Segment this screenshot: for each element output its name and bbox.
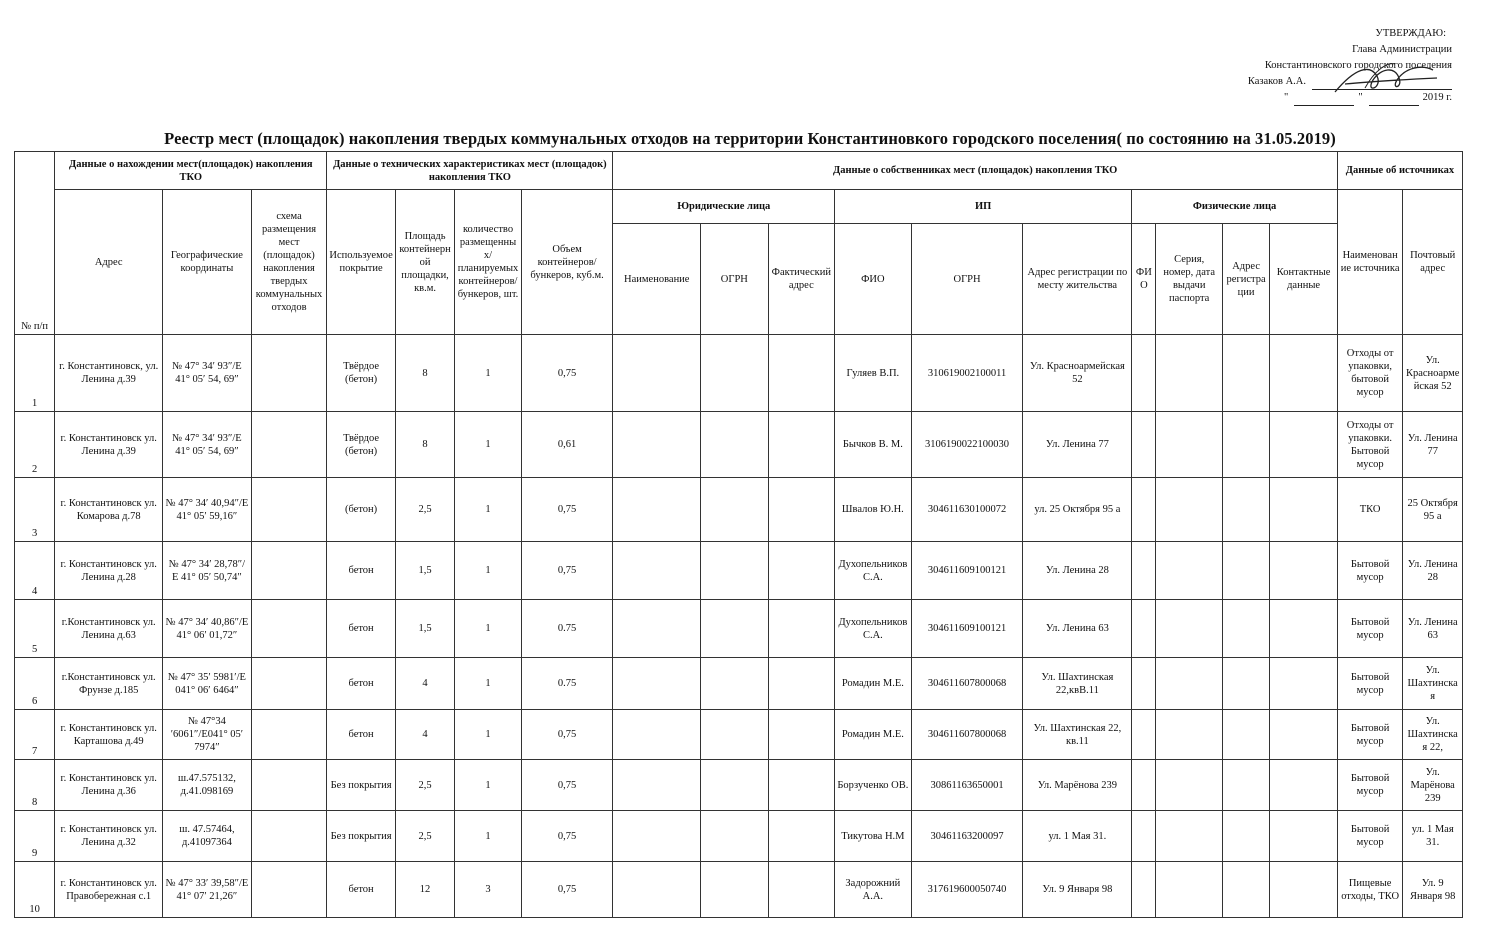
cell-address: г. Константиновск ул. Ленина д.36 bbox=[55, 760, 163, 811]
table-row bbox=[15, 658, 1463, 710]
cell-legal-addr bbox=[768, 542, 834, 600]
table-row bbox=[15, 811, 1463, 862]
cell-phys-fio bbox=[1132, 412, 1156, 478]
cell-volume: 0,75 bbox=[521, 811, 613, 862]
signature-icon bbox=[1325, 58, 1445, 100]
cell-address: г. Константиновск ул. Комарова д.78 bbox=[55, 478, 163, 542]
cell-area: 4 bbox=[395, 658, 454, 710]
cell-phys-contacts bbox=[1270, 335, 1338, 412]
group-location-header: Данные о нахождении мест(площадок) накопления ТКО bbox=[55, 152, 327, 190]
cell-legal-ogrn bbox=[701, 710, 769, 760]
cell-src-addr: Ул. Шахтинская bbox=[1403, 658, 1463, 710]
cell-count: 1 bbox=[455, 600, 521, 658]
cell-legal-ogrn bbox=[701, 600, 769, 658]
cell-src-name: Бытовой мусор bbox=[1337, 811, 1402, 862]
cell-legal-addr bbox=[768, 710, 834, 760]
cell-address: г.Константиновск ул. Фрунзе д.185 bbox=[55, 658, 163, 710]
cell-legal-ogrn bbox=[701, 811, 769, 862]
cell-address: г. Константиновск ул. Ленина д.28 bbox=[55, 542, 163, 600]
cell-geo: ш. 47.57464, д.41097364 bbox=[163, 811, 252, 862]
col-phys-fio-header: ФИО bbox=[1132, 224, 1156, 335]
cell-ip-addr: Ул. Красноармейская 52 bbox=[1023, 335, 1132, 412]
col-area-header: Площадь контейнерной площадки, кв.м. bbox=[395, 190, 454, 335]
cell-phys-passport bbox=[1156, 760, 1222, 811]
cell-cover: бетон bbox=[327, 600, 396, 658]
cell-phys-contacts bbox=[1270, 542, 1338, 600]
col-ip-fio-header: ФИО bbox=[835, 224, 912, 335]
cell-count: 1 bbox=[455, 760, 521, 811]
cell-geo: № 47° 33′ 39,58″/E 41° 07′ 21,26″ bbox=[163, 862, 252, 918]
cell-phys-reg bbox=[1222, 760, 1269, 811]
cell-legal-addr bbox=[768, 811, 834, 862]
cell-cover: бетон bbox=[327, 862, 396, 918]
cell-legal-ogrn bbox=[701, 542, 769, 600]
cell-phys-fio bbox=[1132, 335, 1156, 412]
cell-address: г. Константиновск ул. Карташова д.49 bbox=[55, 710, 163, 760]
cell-scheme bbox=[251, 335, 327, 412]
cell-src-addr: Ул. 9 Января 98 bbox=[1403, 862, 1463, 918]
cell-phys-fio bbox=[1132, 710, 1156, 760]
group-owners-header: Данные о собственниках мест (площадок) накопления ТКО bbox=[613, 152, 1337, 190]
cell-geo: № 47° 34′ 93″/E 41° 05′ 54, 69″ bbox=[163, 412, 252, 478]
col-src-name-header: Наименование источника bbox=[1337, 190, 1402, 335]
cell-phys-contacts bbox=[1270, 811, 1338, 862]
cell-phys-contacts bbox=[1270, 412, 1338, 478]
cell-ip-fio: Бычков В. М. bbox=[835, 412, 912, 478]
col-phys-contacts-header: Контактные данные bbox=[1270, 224, 1338, 335]
cell-scheme bbox=[251, 478, 327, 542]
approval-signer-name: Казаков А.А. bbox=[1247, 76, 1306, 87]
cell-ip-fio: Ромадин М.Е. bbox=[835, 710, 912, 760]
cell-scheme bbox=[251, 600, 327, 658]
cell-num: 1 bbox=[15, 335, 55, 412]
cell-ip-ogrn: 3106190022100030 bbox=[911, 412, 1023, 478]
col-legal-ogrn-header: ОГРН bbox=[701, 224, 769, 335]
cell-geo: № 47° 34′ 40,94″/E 41° 05′ 59,16″ bbox=[163, 478, 252, 542]
cell-ip-ogrn: 304611609100121 bbox=[911, 600, 1023, 658]
cell-area: 2,5 bbox=[395, 478, 454, 542]
cell-ip-addr: Ул. Ленина 28 bbox=[1023, 542, 1132, 600]
cell-ip-fio: Тикутова Н.М bbox=[835, 811, 912, 862]
cell-num: 6 bbox=[15, 658, 55, 710]
cell-num: 7 bbox=[15, 710, 55, 760]
cell-count: 1 bbox=[455, 478, 521, 542]
cell-num: 2 bbox=[15, 412, 55, 478]
cell-cover: (бетон) bbox=[327, 478, 396, 542]
cell-cover: Твёрдое (бетон) bbox=[327, 412, 396, 478]
cell-volume: 0,75 bbox=[521, 335, 613, 412]
cell-src-addr: Ул. Ленина 28 bbox=[1403, 542, 1463, 600]
col-geo-header: Географические координаты bbox=[163, 190, 252, 335]
cell-ip-fio: Духопельников С.А. bbox=[835, 542, 912, 600]
cell-phys-reg bbox=[1222, 600, 1269, 658]
cell-area: 2,5 bbox=[395, 760, 454, 811]
cell-area: 12 bbox=[395, 862, 454, 918]
registry-body bbox=[15, 335, 1463, 918]
cell-count: 1 bbox=[455, 658, 521, 710]
cell-ip-addr: Ул. Шахтинская 22,квВ.11 bbox=[1023, 658, 1132, 710]
cell-cover: Твёрдое (бетон) bbox=[327, 335, 396, 412]
col-address-header: Адрес bbox=[55, 190, 163, 335]
cell-scheme bbox=[251, 542, 327, 600]
cell-phys-passport bbox=[1156, 710, 1222, 760]
cell-legal-name bbox=[613, 600, 701, 658]
cell-geo: № 47° 34′ 28,78″/ E 41° 05′ 50,74″ bbox=[163, 542, 252, 600]
cell-ip-addr: Ул. Ленина 77 bbox=[1023, 412, 1132, 478]
table-row bbox=[15, 542, 1463, 600]
cell-src-addr: ул. 1 Мая 31. bbox=[1403, 811, 1463, 862]
cell-count: 1 bbox=[455, 710, 521, 760]
cell-area: 1,5 bbox=[395, 600, 454, 658]
cell-scheme bbox=[251, 710, 327, 760]
col-src-addr-header: Почтовый адрес bbox=[1403, 190, 1463, 335]
cell-ip-ogrn: 304611607800068 bbox=[911, 658, 1023, 710]
cell-phys-contacts bbox=[1270, 862, 1338, 918]
cell-ip-addr: Ул. Марёнова 239 bbox=[1023, 760, 1132, 811]
col-legal-name-header: Наименование bbox=[613, 224, 701, 335]
cell-phys-fio bbox=[1132, 478, 1156, 542]
cell-legal-name bbox=[613, 658, 701, 710]
cell-phys-fio bbox=[1132, 760, 1156, 811]
table-row bbox=[15, 335, 1463, 412]
cell-src-name: Отходы от упаковки. Бытовой мусор bbox=[1337, 412, 1402, 478]
cell-phys-reg bbox=[1222, 862, 1269, 918]
cell-legal-name bbox=[613, 542, 701, 600]
cell-count: 3 bbox=[455, 862, 521, 918]
cell-phys-passport bbox=[1156, 335, 1222, 412]
cell-legal-addr bbox=[768, 658, 834, 710]
registry-table bbox=[14, 151, 1463, 918]
cell-src-name: Отходы от упаковки, бытовой мусор bbox=[1337, 335, 1402, 412]
date-quote-close: " bbox=[1358, 92, 1363, 103]
cell-legal-addr bbox=[768, 412, 834, 478]
col-volume-header: Объем контейнеров/бункеров, куб.м. bbox=[521, 190, 613, 335]
cell-src-name: Бытовой мусор bbox=[1337, 542, 1402, 600]
cell-count: 1 bbox=[455, 811, 521, 862]
cell-legal-name bbox=[613, 760, 701, 811]
cell-ip-ogrn: 30861163650001 bbox=[911, 760, 1023, 811]
col-ip-ogrn-header: ОГРН bbox=[911, 224, 1023, 335]
cell-count: 1 bbox=[455, 542, 521, 600]
col-scheme-header: схема размещения мест (площадок) накопления твердых коммунальных отходов bbox=[251, 190, 327, 335]
cell-ip-ogrn: 304611607800068 bbox=[911, 710, 1023, 760]
cell-phys-contacts bbox=[1270, 760, 1338, 811]
col-phys-passport-header: Серия, номер, дата выдачи паспорта bbox=[1156, 224, 1222, 335]
table-row bbox=[15, 760, 1463, 811]
sub-phys-header: Физические лица bbox=[1132, 190, 1338, 224]
cell-phys-reg bbox=[1222, 542, 1269, 600]
cell-area: 2,5 bbox=[395, 811, 454, 862]
cell-src-name: ТКО bbox=[1337, 478, 1402, 542]
cell-phys-reg bbox=[1222, 478, 1269, 542]
cell-area: 8 bbox=[395, 335, 454, 412]
col-count-header: количество размещенных/планируемых контейнеров/бункеров, шт. bbox=[455, 190, 521, 335]
cell-num: 9 bbox=[15, 811, 55, 862]
cell-cover: Без покрытия bbox=[327, 760, 396, 811]
cell-legal-ogrn bbox=[701, 760, 769, 811]
cell-geo: № 47° 34′ 93″/E 41° 05′ 54, 69″ bbox=[163, 335, 252, 412]
cell-area: 1,5 bbox=[395, 542, 454, 600]
cell-ip-fio: Борзученко ОВ. bbox=[835, 760, 912, 811]
cell-ip-addr: ул. 25 Октября 95 а bbox=[1023, 478, 1132, 542]
cell-ip-fio: Ромадин М.Е. bbox=[835, 658, 912, 710]
cell-legal-ogrn bbox=[701, 478, 769, 542]
cell-address: г. Константиновск ул. Ленина д.32 bbox=[55, 811, 163, 862]
cell-legal-name bbox=[613, 862, 701, 918]
cell-num: 3 bbox=[15, 478, 55, 542]
table-row bbox=[15, 710, 1463, 760]
cell-phys-fio bbox=[1132, 600, 1156, 658]
table-row bbox=[15, 478, 1463, 542]
cell-ip-fio: Задорожний А.А. bbox=[835, 862, 912, 918]
cell-src-addr: Ул. Ленина 63 bbox=[1403, 600, 1463, 658]
cell-src-addr: 25 Октября 95 а bbox=[1403, 478, 1463, 542]
cell-src-name: Бытовой мусор bbox=[1337, 658, 1402, 710]
cell-volume: 0,75 bbox=[521, 478, 613, 542]
date-year: 2019 г. bbox=[1422, 92, 1452, 103]
cell-phys-passport bbox=[1156, 811, 1222, 862]
cell-phys-reg bbox=[1222, 335, 1269, 412]
cell-volume: 0,75 bbox=[521, 760, 613, 811]
cell-src-addr: Ул. Красноармейская 52 bbox=[1403, 335, 1463, 412]
cell-phys-passport bbox=[1156, 542, 1222, 600]
cell-num: 5 bbox=[15, 600, 55, 658]
cell-phys-passport bbox=[1156, 600, 1222, 658]
cell-src-name: Бытовой мусор bbox=[1337, 760, 1402, 811]
cell-address: г. Константиновск ул. Ленина д.39 bbox=[55, 412, 163, 478]
date-quote-open: " bbox=[1284, 92, 1289, 103]
col-phys-reg-header: Адрес регистрации bbox=[1222, 224, 1269, 335]
col-cover-header: Используемое покрытие bbox=[327, 190, 396, 335]
cell-src-name: Бытовой мусор bbox=[1337, 600, 1402, 658]
cell-volume: 0,75 bbox=[521, 862, 613, 918]
cell-src-addr: Ул. Марёнова 239 bbox=[1403, 760, 1463, 811]
cell-geo: № 47° 35′ 5981′/E 041° 06′ 6464″ bbox=[163, 658, 252, 710]
cell-scheme bbox=[251, 658, 327, 710]
cell-scheme bbox=[251, 760, 327, 811]
col-ip-addr-header: Адрес регистрации по месту жительства bbox=[1023, 224, 1132, 335]
cell-volume: 0,75 bbox=[521, 710, 613, 760]
cell-geo: № 47°34 ′6061″/E041° 05′ 7974″ bbox=[163, 710, 252, 760]
cell-phys-passport bbox=[1156, 478, 1222, 542]
cell-phys-fio bbox=[1132, 542, 1156, 600]
cell-phys-fio bbox=[1132, 862, 1156, 918]
cell-legal-addr bbox=[768, 600, 834, 658]
cell-src-name: Бытовой мусор bbox=[1337, 710, 1402, 760]
table-row bbox=[15, 862, 1463, 918]
cell-phys-reg bbox=[1222, 412, 1269, 478]
cell-ip-addr: ул. 1 Мая 31. bbox=[1023, 811, 1132, 862]
cell-phys-contacts bbox=[1270, 600, 1338, 658]
cell-ip-addr: Ул. Шахтинская 22, кв.11 bbox=[1023, 710, 1132, 760]
cell-area: 4 bbox=[395, 710, 454, 760]
cell-legal-name bbox=[613, 412, 701, 478]
cell-geo: ш.47.575132, д.41.098169 bbox=[163, 760, 252, 811]
group-tech-header: Данные о технических характеристиках мест (площадок) накопления ТКО bbox=[327, 152, 613, 190]
cell-legal-addr bbox=[768, 760, 834, 811]
cell-src-addr: Ул. Ленина 77 bbox=[1403, 412, 1463, 478]
cell-legal-name bbox=[613, 811, 701, 862]
cell-legal-addr bbox=[768, 478, 834, 542]
cell-legal-addr bbox=[768, 862, 834, 918]
cell-address: г. Константиновск ул. Правобережная с.1 bbox=[55, 862, 163, 918]
cell-legal-name bbox=[613, 335, 701, 412]
cell-volume: 0.75 bbox=[521, 658, 613, 710]
cell-phys-passport bbox=[1156, 658, 1222, 710]
cell-phys-passport bbox=[1156, 412, 1222, 478]
cell-volume: 0,61 bbox=[521, 412, 613, 478]
cell-volume: 0.75 bbox=[521, 600, 613, 658]
col-legal-addr-header: Фактический адрес bbox=[768, 224, 834, 335]
cell-phys-contacts bbox=[1270, 710, 1338, 760]
cell-scheme bbox=[251, 412, 327, 478]
cell-legal-ogrn bbox=[701, 658, 769, 710]
cell-ip-ogrn: 310619002100011 bbox=[911, 335, 1023, 412]
cell-cover: бетон bbox=[327, 658, 396, 710]
cell-scheme bbox=[251, 811, 327, 862]
cell-legal-name bbox=[613, 478, 701, 542]
cell-num: 8 bbox=[15, 760, 55, 811]
cell-ip-addr: Ул. 9 Января 98 bbox=[1023, 862, 1132, 918]
table-row bbox=[15, 600, 1463, 658]
cell-legal-ogrn bbox=[701, 862, 769, 918]
cell-ip-fio: Швалов Ю.Н. bbox=[835, 478, 912, 542]
sub-legal-header: Юридические лица bbox=[613, 190, 835, 224]
page-title: Реестр мест (площадок) накопления твердых коммунальных отходов на территории Константиновкого городского поселения( по состоянию на 31.05.2019) bbox=[164, 129, 1336, 148]
cell-num: 10 bbox=[15, 862, 55, 918]
cell-phys-fio bbox=[1132, 811, 1156, 862]
cell-phys-reg bbox=[1222, 811, 1269, 862]
cell-phys-contacts bbox=[1270, 478, 1338, 542]
sub-ip-header: ИП bbox=[835, 190, 1132, 224]
group-sources-header: Данные об источниках bbox=[1337, 152, 1462, 190]
cell-phys-contacts bbox=[1270, 658, 1338, 710]
cell-ip-addr: Ул. Ленина 63 bbox=[1023, 600, 1132, 658]
cell-geo: № 47° 34′ 40,86″/E 41° 06′ 01,72″ bbox=[163, 600, 252, 658]
cell-legal-addr bbox=[768, 335, 834, 412]
cell-cover: бетон bbox=[327, 710, 396, 760]
cell-ip-ogrn: 30461163200097 bbox=[911, 811, 1023, 862]
cell-phys-fio bbox=[1132, 658, 1156, 710]
cell-phys-reg bbox=[1222, 710, 1269, 760]
cell-ip-ogrn: 304611630100072 bbox=[911, 478, 1023, 542]
approval-heading: УТВЕРЖДАЮ: bbox=[1375, 28, 1446, 39]
cell-ip-fio: Гуляев В.П. bbox=[835, 335, 912, 412]
cell-ip-ogrn: 304611609100121 bbox=[911, 542, 1023, 600]
cell-legal-ogrn bbox=[701, 335, 769, 412]
approval-position: Глава Администрации bbox=[1352, 44, 1452, 55]
cell-count: 1 bbox=[455, 412, 521, 478]
cell-legal-ogrn bbox=[701, 412, 769, 478]
cell-src-name: Пищевые отходы, ТКО bbox=[1337, 862, 1402, 918]
cell-area: 8 bbox=[395, 412, 454, 478]
cell-num: 4 bbox=[15, 542, 55, 600]
cell-cover: Без покрытия bbox=[327, 811, 396, 862]
cell-volume: 0,75 bbox=[521, 542, 613, 600]
cell-phys-passport bbox=[1156, 862, 1222, 918]
cell-scheme bbox=[251, 862, 327, 918]
table-row bbox=[15, 412, 1463, 478]
cell-address: г. Константиновск, ул. Ленина д.39 bbox=[55, 335, 163, 412]
cell-address: г.Константиновск ул. Ленина д.63 bbox=[55, 600, 163, 658]
approval-organization: Константиновского городского поселения bbox=[1264, 60, 1452, 71]
cell-ip-fio: Духопельников С.А. bbox=[835, 600, 912, 658]
col-num-header: № п/п bbox=[15, 152, 55, 335]
cell-phys-reg bbox=[1222, 658, 1269, 710]
cell-count: 1 bbox=[455, 335, 521, 412]
cell-legal-name bbox=[613, 710, 701, 760]
cell-ip-ogrn: 317619600050740 bbox=[911, 862, 1023, 918]
cell-src-addr: Ул. Шахтинская 22, bbox=[1403, 710, 1463, 760]
cell-cover: бетон bbox=[327, 542, 396, 600]
